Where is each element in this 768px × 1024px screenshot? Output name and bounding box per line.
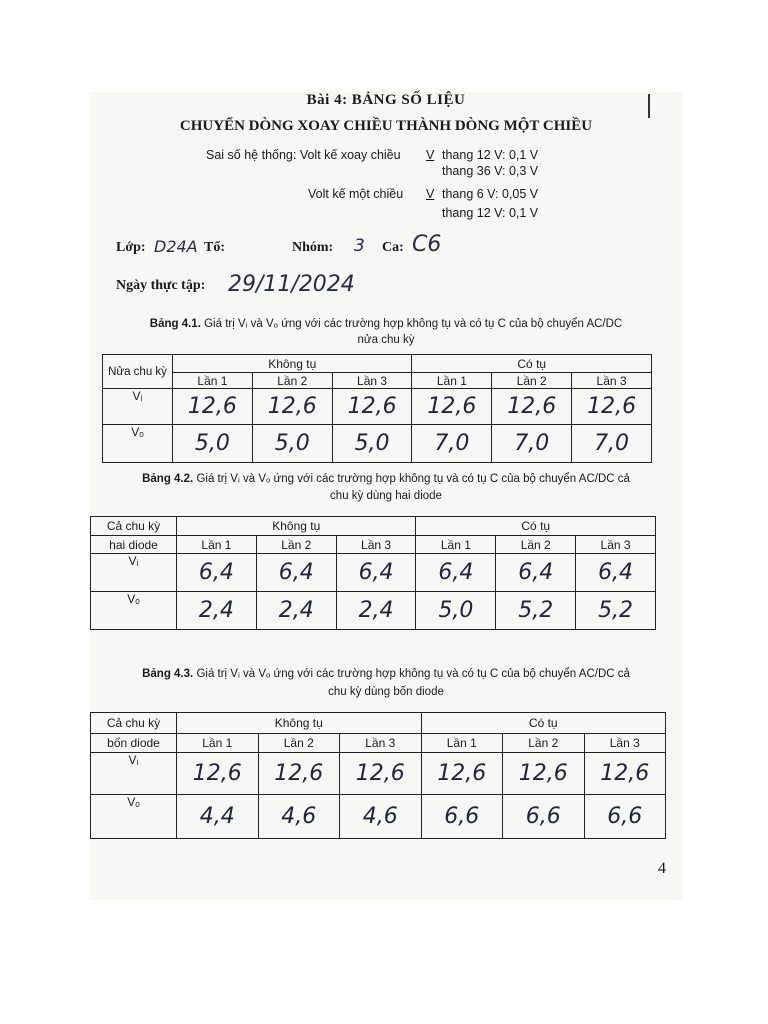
margin-mark [648,94,650,118]
table-4-1-header-label: Nửa chu kỳ [103,355,173,389]
table-4-3-run-header: Lần 1 [421,734,503,753]
table-4-1-run-header: Lần 2 [492,373,572,389]
table-4-1-vi-cell: 12,6 [332,389,412,425]
table-4-3-caption [90,668,682,680]
table-4-2-run-header: Lần 2 [256,536,336,554]
table-4-1-run-header: Lần 2 [252,373,332,389]
date-value: 29/11/2024 [228,272,355,297]
table-4-3 [90,712,666,839]
table-4-1-vo-cell: 7,0 [572,425,652,463]
table-4-1-caption-number: Bảng 4.1. [149,318,201,330]
table-4-2-vi-cell: 6,4 [256,554,336,592]
table-4-3-vi-cell: 12,6 [503,753,585,795]
table-4-2-caption-line2: chu kỳ dùng hai diode [330,490,442,502]
table-4-3-vo-cell: 4,6 [340,795,422,839]
group-value: 3 [354,236,365,256]
table-4-2-run-header: Lần 1 [177,536,257,554]
table-4-3-vo-label: Vₒ [91,795,177,839]
table-4-2-caption-text: Giá trị Vᵢ và Vₒ ứng với các trường hợp không tụ và có tụ C của bộ chuyển AC/DC cả [196,473,630,485]
table-4-2-vo-cell: 2,4 [256,592,336,630]
table-4-2-header-label-1: Cả chu kỳ [91,517,177,536]
table-4-3-vo-cell: 6,6 [584,795,666,839]
group-label: Nhóm: [292,240,334,255]
table-4-2-group-capacitor: Có tụ [416,517,656,536]
table-4-3-run-header: Lần 1 [177,734,259,753]
table-4-2-caption-number: Bảng 4.2. [142,473,194,485]
table-4-3-caption-number: Bảng 4.3. [142,668,194,680]
ac-range-12v: thang 12 V: 0,1 V [442,148,539,162]
table-4-3-vi-cell: 12,6 [584,753,666,795]
table-4-2-vo-cell: 2,4 [336,592,416,630]
table-4-1-vo-cell: 7,0 [412,425,492,463]
table-4-3-vo-cell: 4,6 [258,795,340,839]
table-4-1-vo-cell: 5,0 [252,425,332,463]
table-4-3-run-header: Lần 3 [340,734,422,753]
table-4-3-vi-cell: 12,6 [421,753,503,795]
table-4-2-caption [90,473,682,485]
table-4-3-run-header: Lần 3 [584,734,666,753]
dc-range-12v: thang 12 V: 0,1 V [442,206,539,220]
table-4-1-run-header: Lần 1 [412,373,492,389]
table-4-1-run-header: Lần 1 [173,373,253,389]
table-4-1-vi-cell: 12,6 [412,389,492,425]
table-4-2-vi-cell: 6,4 [416,554,496,592]
table-4-1-run-header: Lần 3 [572,373,652,389]
table-4-1-vi-cell: 12,6 [492,389,572,425]
ac-meter-label: Sai số hệ thống: Volt kế xoay chiều [206,148,401,162]
table-4-1-vo-cell: 5,0 [332,425,412,463]
table-4-1-vo-label: Vₒ [103,425,173,463]
table-4-2-vi-cell: 6,4 [177,554,257,592]
table-4-3-header-label-1: Cả chu kỳ [91,713,177,734]
ac-range-36v: thang 36 V: 0,3 V [442,164,539,178]
table-4-3-vi-cell: 12,6 [340,753,422,795]
table-4-3-vi-cell: 12,6 [258,753,340,795]
table-4-1-run-header: Lần 3 [332,373,412,389]
page-number: 4 [658,860,666,877]
lab-subtitle: CHUYỂN DÒNG XOAY CHIỀU THÀNH DÒNG MỘT CHIỀU [179,118,593,134]
table-4-2-vo-cell: 5,0 [416,592,496,630]
table-4-3-caption-line2: chu kỳ dùng bốn diode [328,686,444,698]
table-4-1-caption [90,318,682,330]
table-4-1-vi-cell: 12,6 [572,389,652,425]
dc-meter-symbol: V [426,187,435,201]
table-4-1-vo-cell: 7,0 [492,425,572,463]
table-4-3-caption-text: Giá trị Vᵢ và Vₒ ứng với các trường hợp không tụ và có tụ C của bộ chuyển AC/DC cả [196,668,630,680]
table-4-3-vi-cell: 12,6 [177,753,259,795]
table-4-2-run-header: Lần 1 [416,536,496,554]
table-4-2-header-label-2: hai diode [91,536,177,554]
table-4-2-vo-cell: 5,2 [496,592,576,630]
table-4-1 [102,354,652,463]
table-4-2-vi-cell: 6,4 [576,554,656,592]
table-4-2 [90,516,656,630]
table-4-1-vi-label: Vᵢ [103,389,173,425]
table-4-1-caption-line2: nửa chu kỳ [357,334,415,346]
lab-title: Bài 4: BẢNG SỐ LIỆU [306,92,466,108]
table-4-3-group-capacitor: Có tụ [421,713,666,734]
table-4-2-group-no-capacitor: Không tụ [177,517,416,536]
table-4-3-vo-cell: 6,6 [503,795,585,839]
dc-meter-label: Volt kế một chiều [308,187,404,201]
table-4-2-vi-cell: 6,4 [496,554,576,592]
shift-value: C6 [412,232,442,257]
table-4-2-run-header: Lần 3 [576,536,656,554]
table-4-1-group-capacitor: Có tụ [412,355,652,373]
class-value: D24A [154,237,198,256]
table-4-2-run-header: Lần 3 [336,536,416,554]
table-4-3-run-header: Lần 2 [503,734,585,753]
table-4-1-vo-cell: 5,0 [173,425,253,463]
table-4-2-vi-label: Vᵢ [91,554,177,592]
table-4-2-vo-cell: 5,2 [576,592,656,630]
table-4-2-vi-cell: 6,4 [336,554,416,592]
table-4-1-caption-text: Giá trị Vᵢ và Vₒ ứng với các trường hợp không tụ và có tụ C của bộ chuyển AC/DC [204,318,623,330]
class-label: Lớp: [116,240,146,255]
table-4-1-vi-cell: 12,6 [252,389,332,425]
table-4-2-vo-label: Vₒ [91,592,177,630]
table-4-3-group-no-capacitor: Không tụ [177,713,422,734]
table-4-3-run-header: Lần 2 [258,734,340,753]
dc-range-6v: thang 6 V: 0,05 V [442,187,539,201]
worksheet-page [90,92,682,900]
table-4-2-vo-cell: 2,4 [177,592,257,630]
table-4-1-vi-cell: 12,6 [173,389,253,425]
table-4-3-vo-cell: 6,6 [421,795,503,839]
table-4-3-header-label-2: bốn diode [91,734,177,753]
table-4-3-vo-cell: 4,4 [177,795,259,839]
team-label: Tổ: [204,240,225,255]
table-4-1-group-no-capacitor: Không tụ [173,355,412,373]
table-4-2-run-header: Lần 2 [496,536,576,554]
ac-meter-symbol: V [426,148,435,162]
shift-label: Ca: [382,240,404,255]
date-label: Ngày thực tập: [116,278,206,293]
table-4-3-vi-label: Vᵢ [91,753,177,795]
